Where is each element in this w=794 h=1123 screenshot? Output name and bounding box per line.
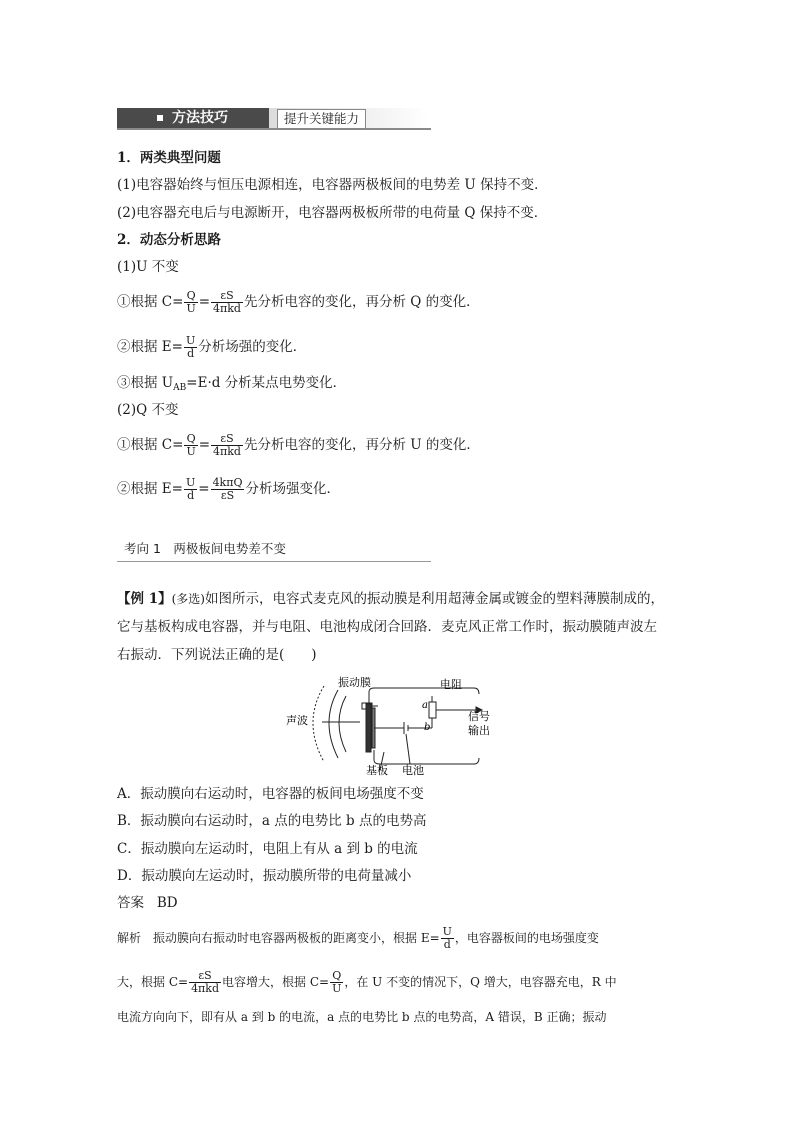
banner-square-icon xyxy=(157,115,163,121)
banner-subtitle: 提升关键能力 xyxy=(277,109,366,129)
option-a[interactable]: A．振动膜向右运动时，电容器的板间电场强度不变 xyxy=(117,786,424,802)
formula-line-2 xyxy=(117,332,306,362)
formula-text: ①根据 C= xyxy=(117,294,184,310)
sound-wave-arc xyxy=(329,690,338,758)
wire-bottom xyxy=(374,750,479,764)
equals-sign: = xyxy=(198,437,211,453)
example-line-1 xyxy=(117,590,664,608)
fraction-u-d: $\frac{U}{d}$ xyxy=(442,925,452,951)
example-line-2: 它与基板构成电容器，并与电阻、电池构成闭合回路．麦克风正常工作时，振动膜随声波左 xyxy=(117,619,657,635)
formula-text: 分析场强的变化． xyxy=(198,339,307,355)
formula-text: 分析场强变化． xyxy=(245,481,340,497)
fraction-u-d: $\frac{U}{d}$ xyxy=(185,476,196,502)
resistor xyxy=(429,702,436,718)
point-2-2: (2)Q 不变 xyxy=(117,402,179,418)
microphone-circuit-diagram xyxy=(280,672,510,776)
formula-text: ②根据 E= xyxy=(117,339,183,355)
fraction-es-4pikd: $\frac{\varepsilon S}{\text{4πkd}}$ xyxy=(213,432,241,458)
equals-sign: = xyxy=(198,481,210,497)
point-1b: (2)电容器充电后与电源断开，电容器两极板所带的电荷量 Q 保持不变． xyxy=(117,205,548,221)
section-heading: 考向 1 两极板间电势差不变 xyxy=(124,541,286,556)
analysis-text: 大，根据 C= xyxy=(117,975,189,989)
formula-line-3 xyxy=(117,374,346,397)
label-b: b xyxy=(424,722,431,733)
point-1-title: 1．两类典型问题 xyxy=(117,150,221,166)
battery-leader xyxy=(406,734,410,764)
formula-text: ①根据 C= xyxy=(117,437,184,453)
analysis-text: ，在 U 不变的情况下，Q 增大，电容器充电，R 中 xyxy=(344,975,617,989)
label-output: 输出 xyxy=(468,724,490,737)
formula-text: ③根据 U xyxy=(117,375,174,391)
analysis-text: 解析 振动膜向右振动时电容器两极板的距离变小，根据 E= xyxy=(117,931,440,945)
formula-text: ②根据 E= xyxy=(117,481,183,497)
option-b[interactable]: B．振动膜向右运动时，a 点的电势比 b 点的电势高 xyxy=(117,813,427,829)
label-resistor: 电阻 xyxy=(440,678,462,691)
answer-value: BD xyxy=(156,895,178,911)
fraction-q-u: $\frac{Q}{U}$ xyxy=(186,289,196,315)
option-c[interactable]: C．振动膜向左运动时，电阻上有从 a 到 b 的电流 xyxy=(117,841,418,857)
point-1a: (1)电容器始终与恒压电源相连，电容器两极板间的电势差 U 保持不变． xyxy=(117,177,548,193)
formula-text: 先分析电容的变化，再分析 Q 的变化． xyxy=(243,294,480,310)
formula-line-1 xyxy=(117,287,480,317)
analysis-line-1 xyxy=(117,922,599,954)
analysis-text: 电容增大，根据 C= xyxy=(222,975,330,989)
formula-line-5 xyxy=(117,474,340,504)
fraction-es-4pikd: $\frac{\varepsilon S}{\text{4πkd}}$ xyxy=(213,289,241,315)
label-sound: 声波 xyxy=(286,714,308,727)
equals-sign: = xyxy=(198,294,211,310)
label-a: a xyxy=(422,700,428,711)
label-signal: 信号 xyxy=(468,710,490,723)
point-2-1: (1)U 不变 xyxy=(117,259,179,275)
answer-line xyxy=(117,894,178,912)
example-text: 如图所示，电容式麦克风的振动膜是利用超薄金属或镀金的塑料薄膜制成的， xyxy=(204,591,664,607)
membrane-plate xyxy=(366,704,371,752)
fraction-u-d: $\frac{U}{d}$ xyxy=(185,334,196,360)
analysis-line-2 xyxy=(117,966,617,998)
formula-text: 先分析电容的变化，再分析 U 的变化． xyxy=(243,437,480,453)
banner-underline xyxy=(117,128,431,130)
banner-title: 方法技巧 xyxy=(172,110,228,126)
subscript-ab: AB xyxy=(173,383,187,393)
fraction-q-u: $\frac{Q}{U}$ xyxy=(332,969,342,995)
sound-wave-arc xyxy=(313,686,324,762)
fraction-q-u: $\frac{Q}{U}$ xyxy=(186,432,196,458)
example-line-3: 右振动．下列说法正确的是( ) xyxy=(117,647,317,663)
option-d[interactable]: D．振动膜向左运动时，振动膜所带的电荷量减小 xyxy=(117,868,412,884)
label-battery: 电池 xyxy=(402,764,424,776)
analysis-text: ，电容器板间的电场强度变 xyxy=(454,931,599,945)
point-2-title: 2．动态分析思路 xyxy=(117,232,221,248)
fraction-es-4pikd: $\frac{\varepsilon S}{\text{4πkd}}$ xyxy=(191,969,219,995)
formula-text: =E·d 分析某点电势变化． xyxy=(186,375,347,391)
label-base: 基板 xyxy=(366,764,388,776)
example-label: 【例 1】 xyxy=(117,591,172,607)
example-tag: (多选) xyxy=(171,592,205,606)
label-membrane: 振动膜 xyxy=(338,676,371,689)
analysis-line-3: 电流方向向下，即有从 a 到 b 的电流，a 点的电势比 b 点的电势高，A 错误，B 正确；振动 xyxy=(117,1010,607,1024)
fraction-4kpiq-es: $\frac{\text{4kπQ}}{\varepsilon S}$ xyxy=(212,476,243,502)
sound-wave-arc xyxy=(339,696,346,752)
formula-line-4 xyxy=(117,430,480,460)
answer-label: 答案 xyxy=(117,895,144,911)
